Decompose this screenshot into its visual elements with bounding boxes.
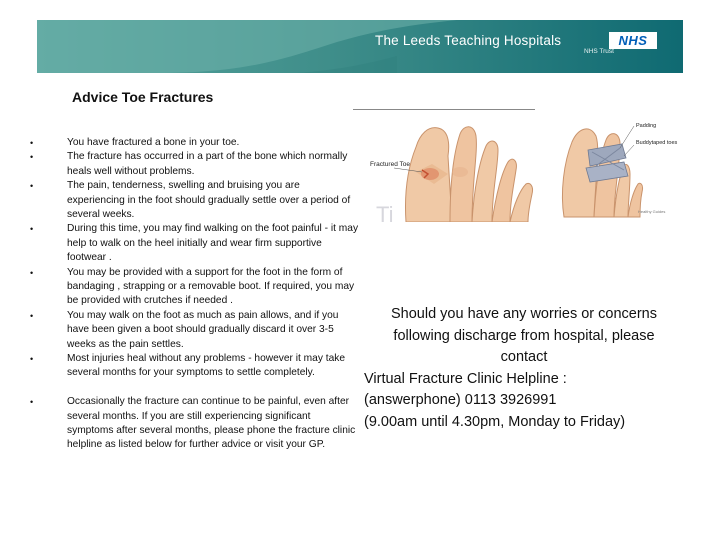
advice-text: During this time, you may find walking on the foot painful - it may help to walk on the heel initially and wear firm supportive footwear . — [67, 223, 359, 264]
advice-text: Most injuries heal without any problems - however it may take several months for your symptoms to settle completely. — [67, 353, 346, 379]
helpline-name: Virtual Fracture Clinic Helpline : — [364, 370, 567, 387]
contact-line: Should you have any worries or concerns — [391, 306, 657, 322]
fracture-label: Fractured Toe — [370, 161, 410, 168]
toe-fracture-illustration — [368, 112, 680, 222]
bullet-icon: • — [30, 267, 34, 278]
watermark-text: Ti — [376, 202, 394, 222]
page-title: Advice Toe Fractures — [72, 89, 214, 105]
contact-info — [364, 304, 684, 433]
advice-text: You have fractured a bone in your toe. — [67, 137, 240, 148]
bullet-icon: • — [30, 354, 34, 364]
padding-label: Padding — [636, 123, 657, 129]
contact-line: contact — [500, 349, 548, 365]
tape-label: Buddytaped toes — [636, 140, 678, 146]
trust-subtitle: NHS Trust — [584, 48, 614, 55]
bullet-icon: • — [30, 181, 34, 192]
advice-text: You may walk on the foot as much as pain allows, and if you have been given a boot should gradually discard it over 3-5 weeks as the pain settles. — [67, 309, 339, 350]
nhs-logo: NHS — [609, 32, 657, 49]
advice-text: The fracture has occurred in a part of the bone which normally heals well without problems. — [67, 151, 348, 177]
bullet-icon: • — [30, 224, 34, 235]
advice-text: Occasionally the fracture can continue to be painful, even after several months. If you are still experiencing significant symptoms after several months, please phone the fracture clinic helpline as listed below for further advice or visit your GP. — [67, 396, 356, 451]
banner-wave-decoration — [37, 20, 683, 73]
helpline-hours: (9.00am until 4.30pm, Monday to Friday) — [364, 413, 626, 430]
helpline-phone: (answerphone) 0113 3926991 — [364, 392, 557, 408]
header-banner — [37, 20, 683, 73]
contact-line: following discharge from hospital, please — [393, 327, 655, 344]
hospital-name: The Leeds Teaching Hospitals — [375, 33, 562, 48]
bullet-icon: • — [30, 152, 34, 163]
advice-text: You may be provided with a support for the foot in the form of bandaging , strapping or a removable boot. If required, you may be provided with crutches if needed . — [67, 266, 355, 307]
divider — [353, 109, 535, 110]
bullet-icon: • — [30, 138, 34, 148]
bullet-icon: • — [30, 310, 34, 321]
bullet-icon: • — [30, 397, 34, 408]
advice-text: The pain, tenderness, swelling and bruising you are experiencing in the foot should gradually settle over a period of several weeks. — [67, 180, 351, 220]
image-credit: Healthy Guides — [638, 209, 666, 214]
